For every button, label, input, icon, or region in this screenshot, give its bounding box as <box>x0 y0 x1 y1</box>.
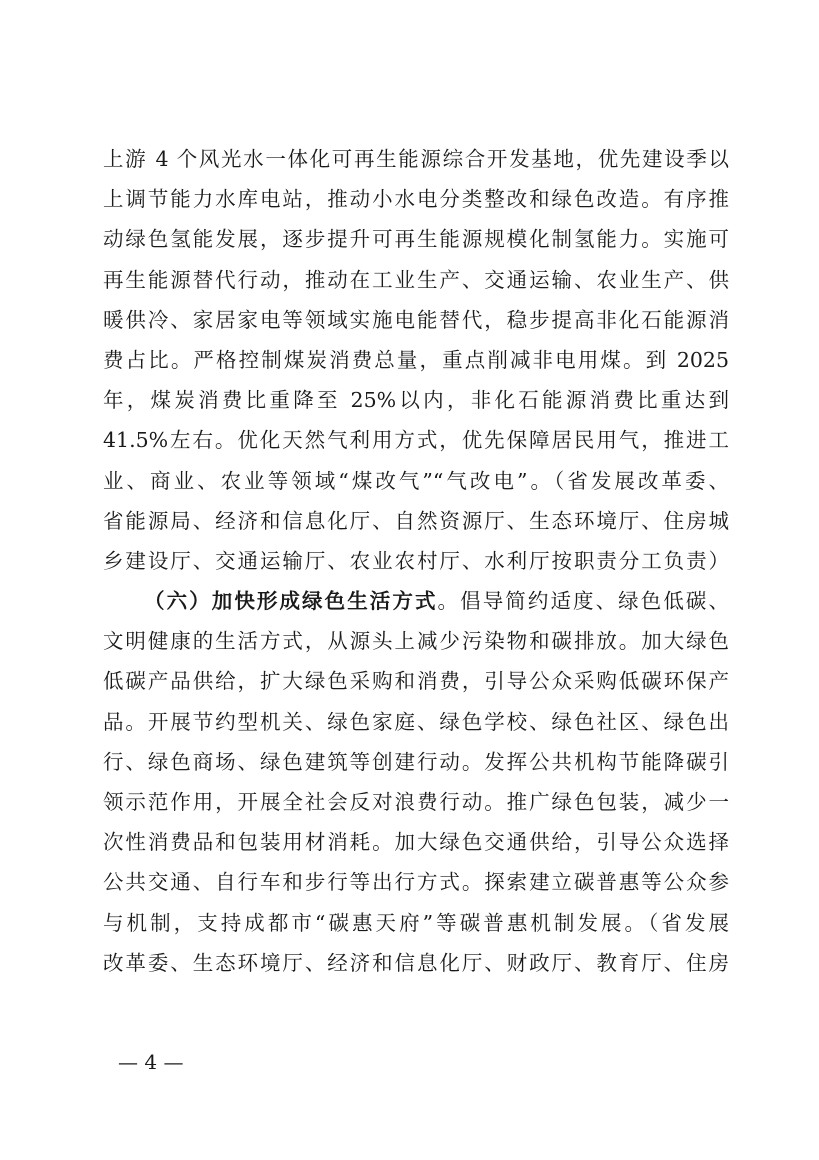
section-heading: （六）加快形成绿色生活方式 <box>144 589 438 614</box>
text-line: 乡建设厅、交通运输厅、农业农村厅、水利厅按职责分工负责） <box>103 548 729 573</box>
text-line: 领示范作用，开展全社会反对浪费行动。推广绿色包装，减少一 <box>103 790 729 814</box>
text-line: 动绿色氢能发展，逐步提升可再生能源规模化制氢能力。实施可 <box>103 227 729 252</box>
text-line: 上调节能力水库电站，推动小水电分类整改和绿色改造。有序推 <box>103 187 729 212</box>
text-line: 暖供冷、家居家电等领域实施电能替代，稳步提高非化石能源消 <box>103 307 729 332</box>
text-line: 次性消费品和包装用材消耗。加大绿色交通供给，引导公众选择 <box>103 830 729 855</box>
text-span: 。倡导简约适度、绿色低碳、 <box>437 589 730 614</box>
text-line: 费占比。严格控制煤炭消费总量，重点削减非电用煤。到 2025 <box>103 347 729 372</box>
text-line: 年，煤炭消费比重降至 25%以内，非化石能源消费比重达到 <box>103 388 729 413</box>
text-line: 与机制，支持成都市“碳惠天府”等碳普惠机制发展。（省发展 <box>103 910 729 935</box>
text-line: 上游 4 个风光水一体化可再生能源综合开发基地，优先建设季以 <box>103 147 729 171</box>
text-line: 公共交通、自行车和步行等出行方式。探索建立碳普惠等公众参 <box>103 870 729 895</box>
text-line <box>103 581 729 621</box>
text-line: 41.5%左右。优化天然气利用方式，优先保障居民用气，推进工 <box>103 428 729 453</box>
text-line: 文明健康的生活方式，从源头上减少污染物和碳排放。加大绿色 <box>103 629 729 654</box>
text-line: 省能源局、经济和信息化厅、自然资源厅、生态环境厅、住房城 <box>103 508 729 533</box>
page-number: — 4 — <box>118 1050 184 1074</box>
text-line: 再生能源替代行动，推动在工业生产、交通运输、农业生产、供 <box>103 267 729 292</box>
text-line: 低碳产品供给，扩大绿色采购和消费，引导公众采购低碳环保产 <box>103 669 729 694</box>
text-line: 业、商业、农业等领域“煤改气”“气改电”。（省发展改革委、 <box>103 468 729 493</box>
text-line: 行、绿色商场、绿色建筑等创建行动。发挥公共机构节能降碳引 <box>103 749 729 774</box>
text-line: 改革委、生态环境厅、经济和信息化厅、财政厅、教育厅、住房 <box>103 950 729 975</box>
text-line: 品。开展节约型机关、绿色家庭、绿色学校、绿色社区、绿色出 <box>103 709 729 734</box>
paragraph-energy <box>103 139 729 581</box>
body-text <box>103 139 729 983</box>
paragraph-green-lifestyle <box>103 581 729 983</box>
